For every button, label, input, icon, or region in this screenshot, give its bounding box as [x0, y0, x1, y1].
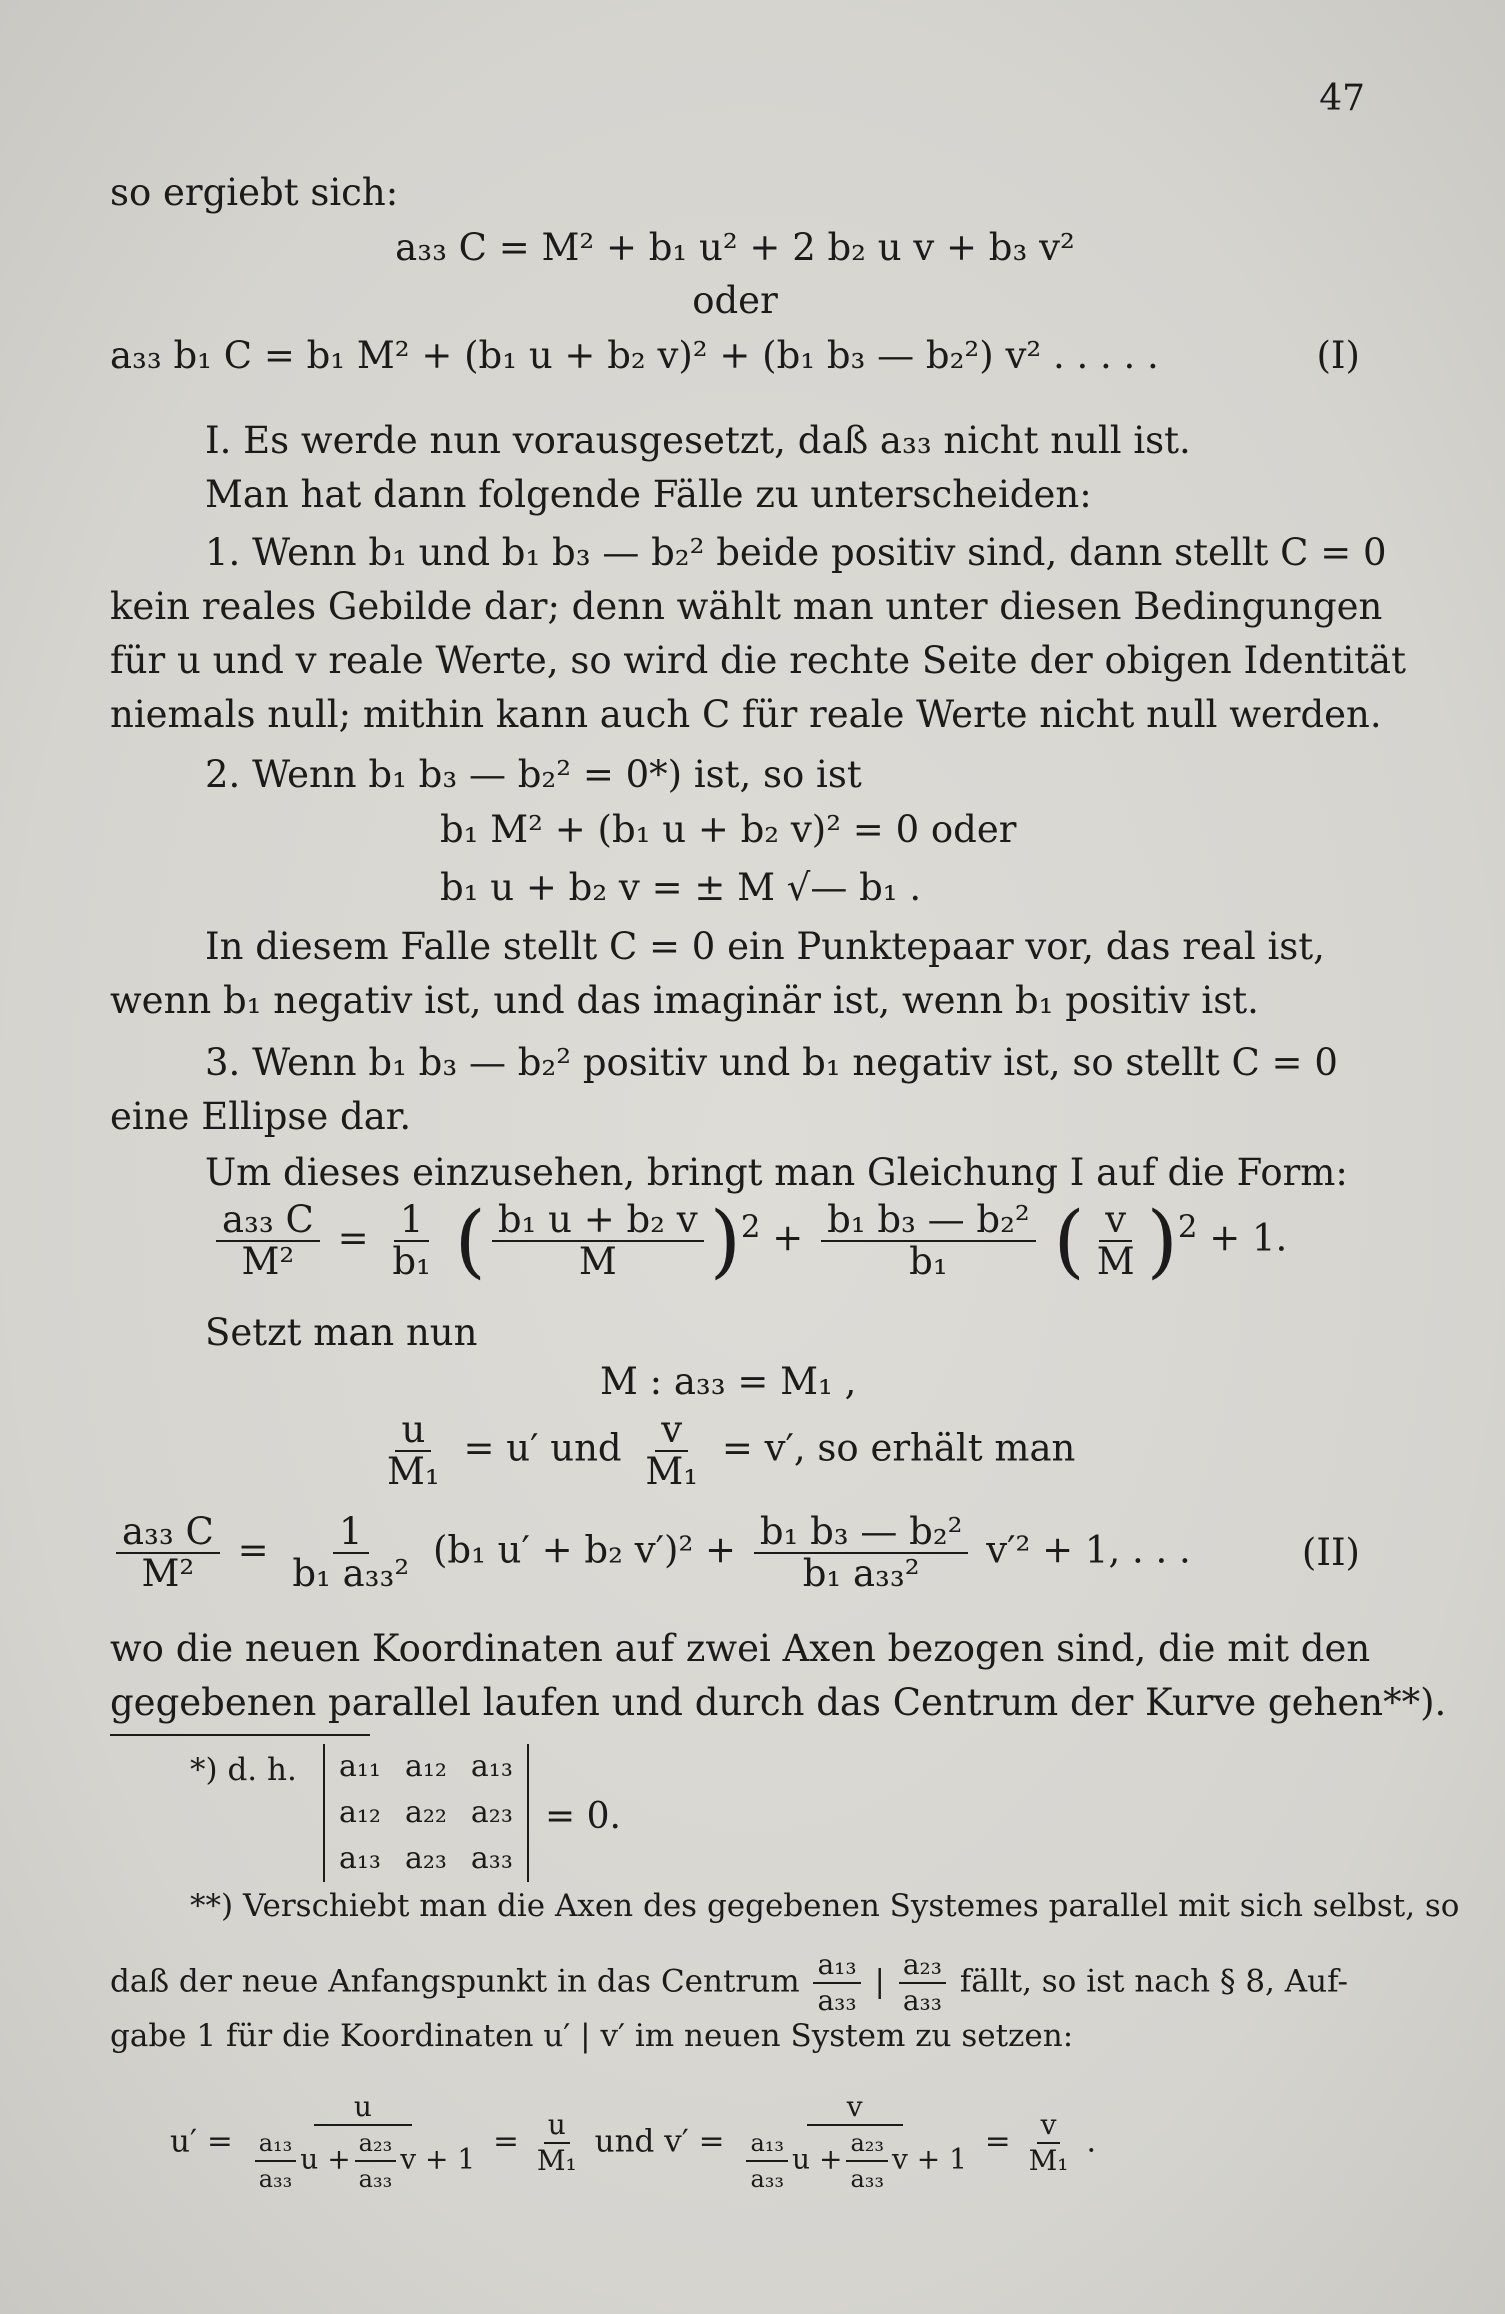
footnote-2-line3: gabe 1 für die Koordinaten u′ | v′ im neuen System zu setzen:	[110, 2018, 1074, 2054]
footnote-2-line2: daß der neue Anfangspunkt in das Centrum $\frac{\text{a₁₃}}{\text{a₃₃}}$ | $\frac{\text{a₂₃}}{\text{a₃₃}}$ fällt, so ist nach § 8, Auf-	[110, 1948, 1348, 2017]
setzt-line: Setzt man nun	[205, 1311, 478, 1354]
determinant-equals: = 0.	[545, 1796, 621, 1837]
case1-line4: niemals null; mithin kann auch C für reale Werte nicht null werden.	[110, 693, 1382, 736]
word-oder: oder	[692, 279, 778, 322]
after-line-1: wo die neuen Koordinaten auf zwei Axen bezogen sind, die mit den	[110, 1627, 1371, 1670]
case1-line3: für u und v reale Werte, so wird die rechte Seite der obigen Identität	[110, 639, 1406, 682]
case3-line2: eine Ellipse dar.	[110, 1095, 412, 1138]
equation-1: a₃₃ C = M² + b₁ u² + 2 b₂ u v + b₃ v²	[395, 226, 1075, 269]
equation-I-body: a₃₃ b₁ C = b₁ M² + (b₁ u + b₂ v)² + (b₁ b₃ — b₂²) v² . . . . .	[110, 334, 1159, 377]
case2-line1: 2. Wenn b₁ b₃ — b₂² = 0*) ist, so ist	[205, 753, 862, 796]
determinant-row: a₁₂ a₂₂ a₂₃	[339, 1795, 513, 1830]
section-I-sub: Man hat dann folgende Fälle zu unterscheiden:	[205, 473, 1092, 516]
fraction-b1b3-b1: $\frac{\text{b₁ b₃ — b₂²}}{\text{b₁}}$	[821, 1200, 1036, 1282]
fraction-a33C-M2: $\frac{\text{a₃₃ C}}{\text{M²}}$	[216, 1200, 320, 1282]
case2-equation-2: b₁ u + b₂ v = ± M √— b₁ .	[440, 866, 922, 909]
case1-line1: 1. Wenn b₁ und b₁ b₃ — b₂² beide positiv sind, dann stellt C = 0	[205, 531, 1387, 574]
case1-line2: kein reales Gebilde dar; denn wählt man unter diesen Bedingungen	[110, 585, 1383, 628]
section-I-heading: I. Es werde nun vorausgesetzt, daß a₃₃ nicht null ist.	[205, 419, 1191, 462]
footnote-2-equations: u′ = u $\frac{\text{a₁₃}}{\text{a₃₃}}$ u + $\frac{\text{a₂₃}}{\text{a₃₃}}$ v + 1 = $\frac{u}{\text{M₁}}$ und v′ = v $\frac{\text{a₁₃}}{\text{a₃₃}}$ u + $\frac{\text{a₂₃}}{\text{a₃₃}}$ v + 1 = $\frac{v}{\text{M₁}}$ .	[170, 2090, 1097, 2193]
determinant	[323, 1744, 529, 1882]
intro-line: so ergiebt sich:	[110, 171, 399, 214]
case2-line3: wenn b₁ negativ ist, und das imaginär ist, wenn b₁ positiv ist.	[110, 979, 1259, 1022]
equation-M: M : a₃₃ = M₁ ,	[600, 1360, 857, 1403]
after-line-2: gegebenen parallel laufen und durch das Centrum der Kurve gehen**).	[110, 1681, 1447, 1724]
footnote-1-label: *) d. h.	[190, 1752, 297, 1788]
equation-u-prime: $\frac{u}{\text{M₁}}$ = u′ und $\frac{v}{\text{M₁}}$ = v′, so erhält man	[387, 1408, 1076, 1493]
equation-I	[110, 333, 1360, 379]
determinant-row: a₁₃ a₂₃ a₃₃	[339, 1841, 513, 1876]
fraction-bu-M: $\frac{\text{b₁ u + b₂ v}}{M}$	[492, 1200, 704, 1282]
fraction-1-b1: $\frac{1}{\text{b₁}}$	[392, 1198, 431, 1283]
equation-II-tag: (II)	[1301, 1531, 1360, 1574]
footnote-2-line1: **) Verschiebt man die Axen des gegebenen Systemes parallel mit sich selbst, so	[190, 1888, 1460, 1924]
equation-II: $\frac{\text{a₃₃ C}}{\text{M²}}$ = $\frac{1}{\text{b₁ a₃₃²}}$ (b₁ u′ + b₂ v′)² + $\frac{\text{b₁ b₃ — b₂²}}{\text{b₁ a₃₃²}}$ v′² + 1, . . . (II)	[110, 1512, 1360, 1594]
fraction-v-M: $\frac{v}{M}$	[1096, 1198, 1135, 1283]
determinant-row: a₁₁ a₁₂ a₁₃	[339, 1749, 513, 1784]
case3-line1: 3. Wenn b₁ b₃ — b₂² positiv und b₁ negativ ist, so stellt C = 0	[205, 1041, 1338, 1084]
equation-I-tag: (I)	[1316, 334, 1360, 377]
page-number: 47	[1319, 78, 1365, 119]
case2-line2: In diesem Falle stellt C = 0 ein Punktepaar vor, das real ist,	[205, 925, 1325, 968]
equation-form: $\frac{\text{a₃₃ C}}{\text{M²}}$ = $\frac{1}{\text{b₁}}$ ( $\frac{\text{b₁ u + b₂ v}}{M}$ )$^2$ + $\frac{\text{b₁ b₃ — b₂²}}{\text{b₁}}$ ( $\frac{v}{M}$ )$^2$ + 1.	[210, 1200, 1287, 1282]
footnote-rule	[110, 1734, 370, 1736]
case3-line3: Um dieses einzusehen, bringt man Gleichung I auf die Form:	[205, 1151, 1348, 1194]
case2-equation-1: b₁ M² + (b₁ u + b₂ v)² = 0 oder	[440, 808, 1017, 851]
